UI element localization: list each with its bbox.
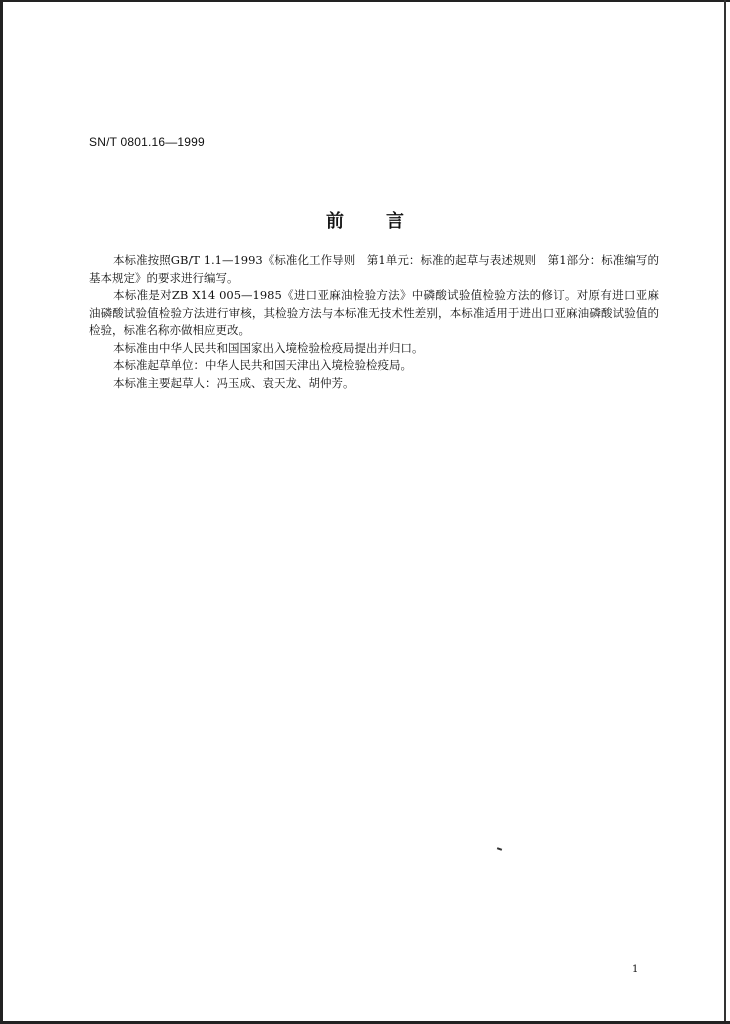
paragraph-drafting-unit: 本标准起草单位：中华人民共和国天津出入境检验检疫局。	[113, 358, 412, 372]
page-title: 前言	[326, 211, 446, 232]
scan-edge-left	[0, 0, 3, 1024]
paragraph-drafters: 本标准主要起草人：冯玉成、袁天龙、胡仲芳。	[113, 375, 355, 390]
scan-edge-top	[0, 0, 730, 2]
paragraph-proposer: 本标准由中华人民共和国国家出入境检验检疫局提出并归口。	[113, 340, 424, 355]
paragraph-drafting-rules: 本标准按照GB/T 1.1—1993《标准化工作导则 第1单元：标准的起草与表述规则 第1部分：标准编写的基本规定》的要求进行编写。	[89, 253, 659, 285]
standard-number: SN/T 0801.16—1999	[89, 135, 205, 149]
preface-body	[89, 252, 659, 392]
scan-edge-right	[724, 0, 726, 1024]
page-number: 1	[632, 964, 639, 975]
scan-speck	[497, 847, 502, 851]
paragraph-revision: 本标准是对ZB X14 005—1985《进口亚麻油检验方法》中磷酸试验值检验方法的修订。对原有进口亚麻油磷酸试验值检验方法进行审核，其检验方法与本标准无技术性差别，本标准适用于进出口亚麻油磷酸试验值的检验，标准名称亦做相应更改。	[89, 288, 659, 337]
